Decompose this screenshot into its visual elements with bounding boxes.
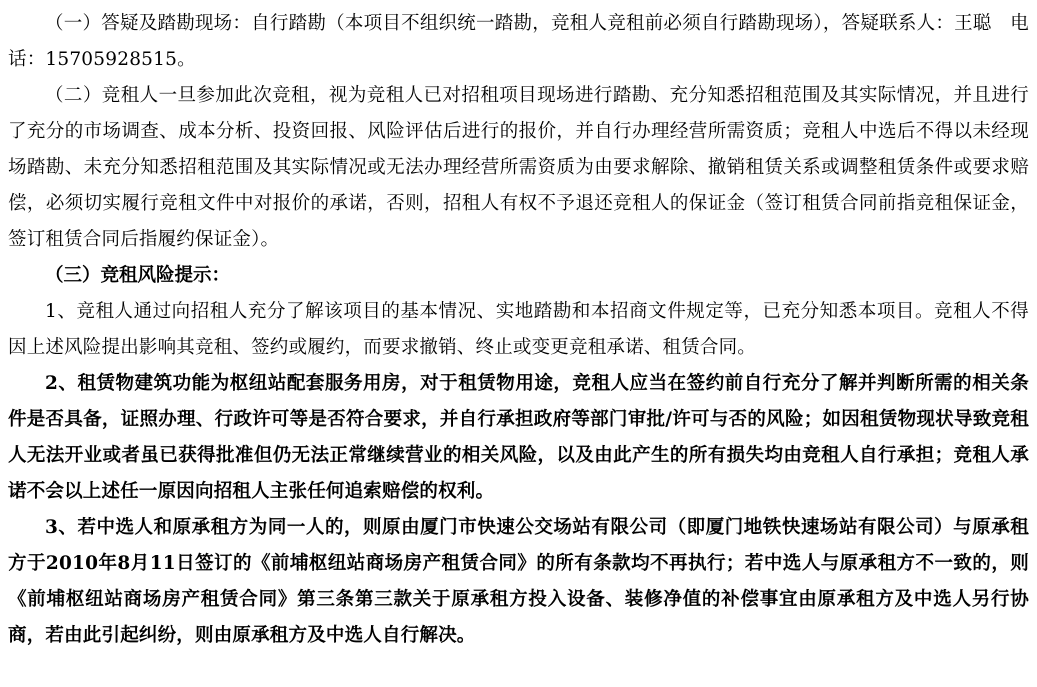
paragraph-site-inspection: （一）答疑及踏勘现场：自行踏勘（本项目不组织统一踏勘，竞租人竞租前必须自行踏勘现场），答疑联系人：王聪 电话：15705928515。 xyxy=(8,13,1029,70)
paragraph-bidder-obligations: （二）竞租人一旦参加此次竞租，视为竞租人已对招租项目现场进行踏勘、充分知悉招租范围及其实际情况，并且进行了充分的市场调查、成本分析、投资回报、风险评估后进行的报价，并自行办理经营所需资质；竞租人中选后不得以未经现场踏勘、未充分知悉招租范围及其实际情况或无法办理经营所需资质为由要求解除、撤销租赁关系或调整租赁条件或要求赔偿，必须切实履行竞租文件中对报价的承诺，否则，招租人有权不予退还竞租人的保证金（签订租赁合同前指竞租保证金，签订租赁合同后指履约保证金）。 xyxy=(8,85,1029,250)
paragraph-risk-item-1: 1、竞租人通过向招租人充分了解该项目的基本情况、实地踏勘和本招商文件规定等，已充分知悉本项目。竞租人不得因上述风险提出影响其竞租、签约或履约，而要求撤销、终止或变更竞租承诺、租赁合同。 xyxy=(8,301,1029,358)
paragraph-risk-item-3: 3、若中选人和原承租方为同一人的，则原由厦门市快速公交场站有限公司（即厦门地铁快速场站有限公司）与原承租方于2010年8月11日签订的《前埔枢纽站商场房产租赁合同》的所有条款均不再执行；若中选人与原承租方不一致的，则《前埔枢纽站商场房产租赁合同》第三条第三款关于原承租方投入设备、装修净值的补偿事宜由原承租方及中选人另行协商，若由此引起纠纷，则由原承租方及中选人自行解决。 xyxy=(8,517,1029,646)
paragraph-risk-item-2: 2、租赁物建筑功能为枢纽站配套服务用房，对于租赁物用途，竞租人应当在签约前自行充分了解并判断所需的相关条件是否具备，证照办理、行政许可等是否符合要求，并自行承担政府等部门审批/许可与否的风险；如因租赁物现状导致竞租人无法开业或者虽已获得批准但仍无法正常继续营业的相关风险，以及由此产生的所有损失均由竞租人自行承担；竞租人承诺不会以上述任一原因向招租人主张任何追索赔偿的权利。 xyxy=(8,373,1029,502)
section-heading-risk-notice: （三）竞租风险提示： xyxy=(45,265,231,286)
